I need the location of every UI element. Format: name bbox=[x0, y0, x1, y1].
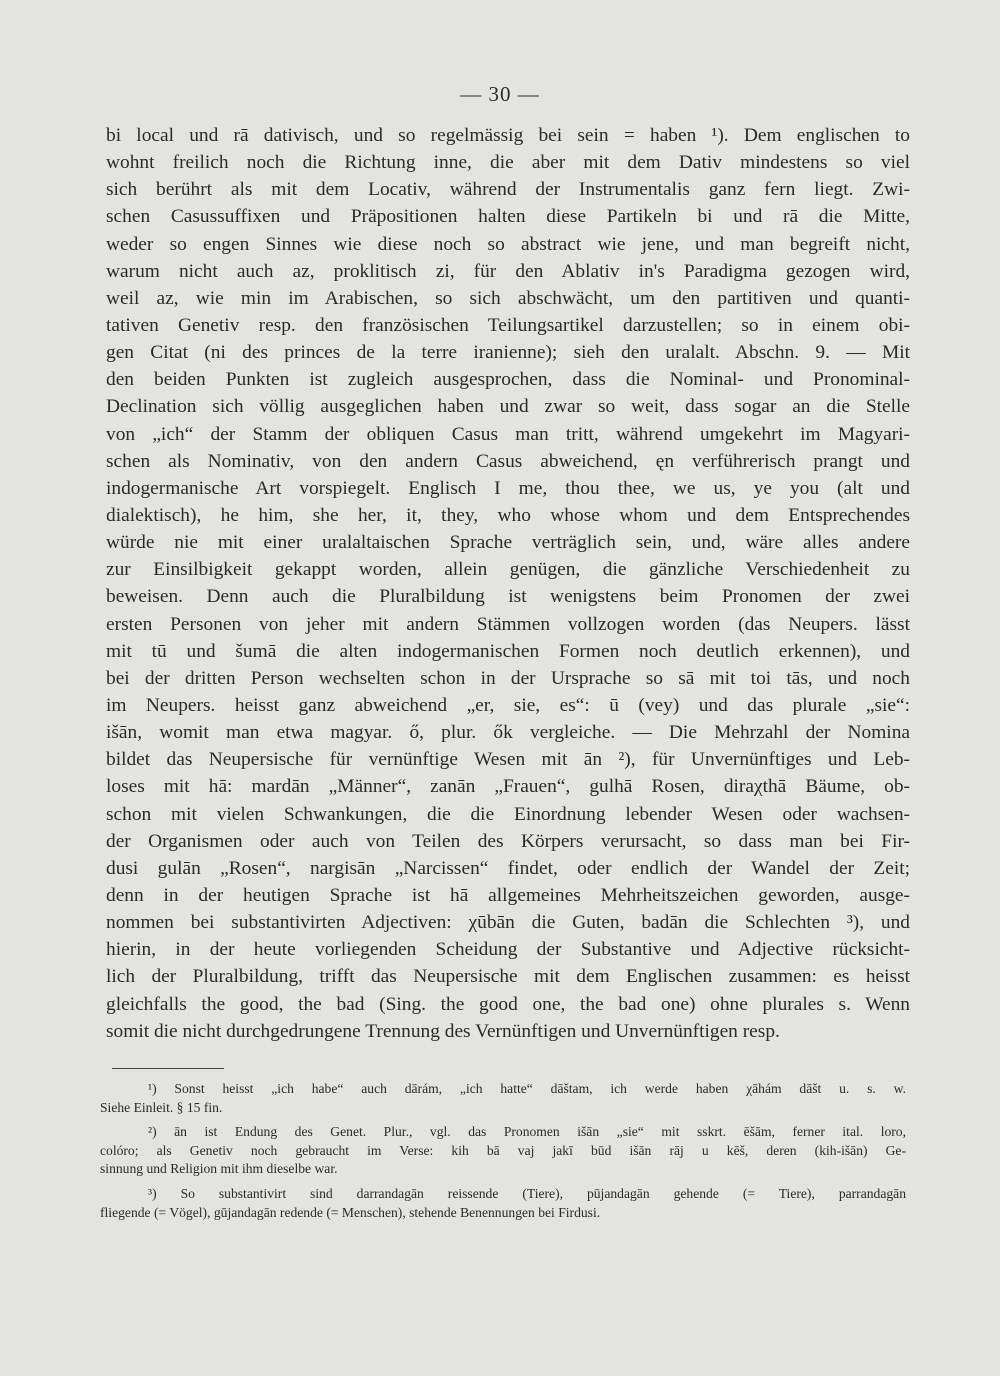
footnote-line: sinnung und Religion mit ihm dieselbe war. bbox=[100, 1161, 338, 1177]
text-line: mit tū und šumā die alten indogermanischen Formen noch deutlich erkennen), und bbox=[106, 640, 910, 662]
text-line: lich der Pluralbildung, trifft das Neupersische mit dem Englischen zusammen: es heisst bbox=[106, 966, 910, 988]
footnote-2 bbox=[100, 1123, 906, 1179]
text-line: nommen bei substantivirten Adjectiven: χūbān die Guten, badān die Schlechten ³), und bbox=[106, 912, 910, 934]
footnote-line: ²) ān ist Endung des Genet. Plur., vgl. das Pronomen išān „sie“ mit sskrt. ēšām, ferner ital. loro, bbox=[148, 1124, 906, 1140]
text-line: loses mit hā: mardān „Männer“, zanān „Frauen“, gulhā Rosen, diraχthā Bäume, ob- bbox=[106, 776, 910, 798]
text-line: ersten Personen von jeher mit andern Stämmen vollzogen worden (das Neupers. lässt bbox=[106, 613, 910, 635]
text-line: denn in der heutigen Sprache ist hā allgemeines Mehrheitszeichen geworden, ausge- bbox=[106, 884, 910, 906]
footnote-divider bbox=[112, 1068, 224, 1069]
text-line: wohnt freilich noch die Richtung inne, die aber mit dem Dativ mindestens so viel bbox=[106, 152, 910, 174]
text-line: dusi gulān „Rosen“, nargisān „Narcissen“ findet, oder endlich der Wandel der Zeit; bbox=[106, 857, 910, 879]
footnotes bbox=[100, 1080, 906, 1222]
text-line: bildet das Neupersische für vernünftige Wesen mit ān ²), für Unvernünftiges und Leb- bbox=[106, 749, 910, 771]
text-line: dialektisch), he him, she her, it, they, who whose whom und dem Entsprechendes bbox=[106, 504, 910, 526]
text-line: warum nicht auch az, proklitisch zi, für den Ablativ in's Paradigma gezogen wird, bbox=[106, 260, 910, 282]
footnote-line: colóro; als Genetiv noch gebraucht im Verse: kih bā vaj jakī būd išān rāj u kēš, deren (kih-išān) Ge- bbox=[100, 1142, 906, 1158]
footnote-3 bbox=[100, 1185, 906, 1222]
text-line: Declination sich völlig ausgeglichen haben und zwar so weit, dass sogar an die Stelle bbox=[106, 396, 910, 418]
text-line: bi local und rā dativisch, und so regelmässig bei sein = haben ¹). Dem englischen to bbox=[106, 125, 910, 146]
text-line: tativen Genetiv resp. den französischen Teilungsartikel darzustellen; so in einem obi- bbox=[106, 314, 910, 336]
main-text bbox=[106, 122, 910, 1045]
text-line: im Neupers. heisst ganz abweichend „er, sie, es“: ū (vey) und das plurale „sie“: bbox=[106, 694, 910, 716]
text-line: den beiden Punkten ist zugleich ausgesprochen, dass die Nominal- und Pronominal- bbox=[106, 369, 910, 391]
text-line: der Organismen oder auch von Teilen des Körpers verursacht, so dass man bei Fir- bbox=[106, 830, 910, 852]
text-line: zur Einsilbigkeit gekappt worden, allein genügen, die gänzliche Verschiedenheit zu bbox=[106, 559, 910, 581]
text-line: weil az, wie min im Arabischen, so sich abschwächt, um den partitiven und quanti- bbox=[106, 287, 910, 309]
text-line: weder so engen Sinnes wie diese noch so abstract wie jene, und man begreift nicht, bbox=[106, 233, 910, 255]
text-line: schen Casussuffixen und Präpositionen halten diese Partikeln bi und rā die Mitte, bbox=[106, 206, 910, 228]
text-line: išān, womit man etwa magyar. ő, plur. ők vergleiche. — Die Mehrzahl der Nomina bbox=[106, 722, 910, 744]
text-line: hierin, in der heute vorliegenden Scheidung der Substantive und Adjective rücksicht- bbox=[106, 939, 910, 961]
text-line: gleichfalls the good, the bad (Sing. the good one, the bad one) ohne plurales s. Wenn bbox=[106, 993, 910, 1015]
text-line: bei der dritten Person wechselten schon in der Ursprache so sā mit toi tās, und noch bbox=[106, 667, 910, 689]
footnote-line: Siehe Einleit. § 15 fin. bbox=[100, 1099, 223, 1115]
text-line: schon mit vielen Schwankungen, die die Einordnung lebender Wesen oder wachsen- bbox=[106, 803, 910, 825]
text-line: gen Citat (ni des princes de la terre iranienne); sieh den uralalt. Abschn. 9. — Mit bbox=[106, 342, 910, 364]
text-line: würde nie mit einer uralaltaischen Sprache verträglich sein, und, wäre alles andere bbox=[106, 532, 910, 554]
text-line: sich berührt als mit dem Locativ, während der Instrumentalis ganz fern liegt. Zwi- bbox=[106, 179, 910, 201]
footnote-line: ³) So substantivirt sind darrandagān reissende (Tiere), pūjandagān gehende (= Tiere), parrandagān bbox=[148, 1185, 906, 1201]
footnote-1 bbox=[100, 1080, 906, 1117]
text-line: indogermanische Art vorspiegelt. Englisch I me, thou thee, we us, ye you (alt und bbox=[106, 477, 910, 499]
text-line: somit die nicht durchgedrungene Trennung des Vernünftigen und Unvernünftigen resp. bbox=[106, 1020, 780, 1042]
page-number: — 30 — bbox=[460, 82, 540, 106]
footnote-line: ¹) Sonst heisst „ich habe“ auch dārám, „ich hatte“ dāštam, ich werde haben χāhám dāšt u. s. w. bbox=[148, 1081, 906, 1096]
text-line: von „ich“ der Stamm der obliquen Casus man tritt, während umgekehrt im Magyari- bbox=[106, 423, 910, 445]
text-line: schen als Nominativ, von den andern Casus abweichend, ęn verführerisch prangt und bbox=[106, 450, 910, 472]
text-line: beweisen. Denn auch die Pluralbildung ist wenigstens beim Pronomen der zwei bbox=[106, 586, 910, 608]
footnote-line: fliegende (= Vögel), gūjandagān redende (= Menschen), stehende Benennungen bei Firdusi. bbox=[100, 1204, 601, 1220]
